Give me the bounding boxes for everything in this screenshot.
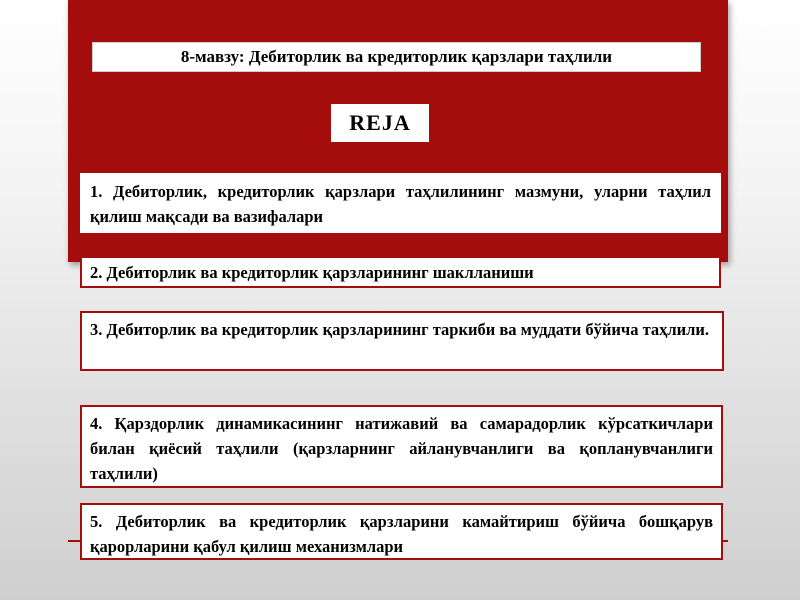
slide-title: 8-мавзу: Дебиторлик ва кредиторлик қарзлари таҳлили bbox=[92, 42, 701, 72]
plan-item-3: 3. Дебиторлик ва кредиторлик қарзларининг таркиби ва муддати бўйича таҳлили. bbox=[80, 311, 724, 371]
plan-item-1: 1. Дебиторлик, кредиторлик қарзлари таҳлилининг мазмуни, уларни таҳлил қилиш мақсади ва вазифалари bbox=[80, 173, 721, 233]
plan-item-5: 5. Дебиторлик ва кредиторлик қарзларини камайтириш бўйича бошқарув қарорларини қабул қилиш механизмлари bbox=[80, 503, 723, 560]
plan-item-2: 2. Дебиторлик ва кредиторлик қарзларининг шаклланиши bbox=[80, 256, 721, 288]
plan-item-4: 4. Қарздорлик динамикасининг натижавий ва самарадорлик кўрсаткичлари билан қиёсий таҳлили (қарзларнинг айланувчанлиги ва қопланувчанлиги таҳлили) bbox=[80, 405, 723, 488]
plan-label: REJA bbox=[331, 104, 429, 142]
